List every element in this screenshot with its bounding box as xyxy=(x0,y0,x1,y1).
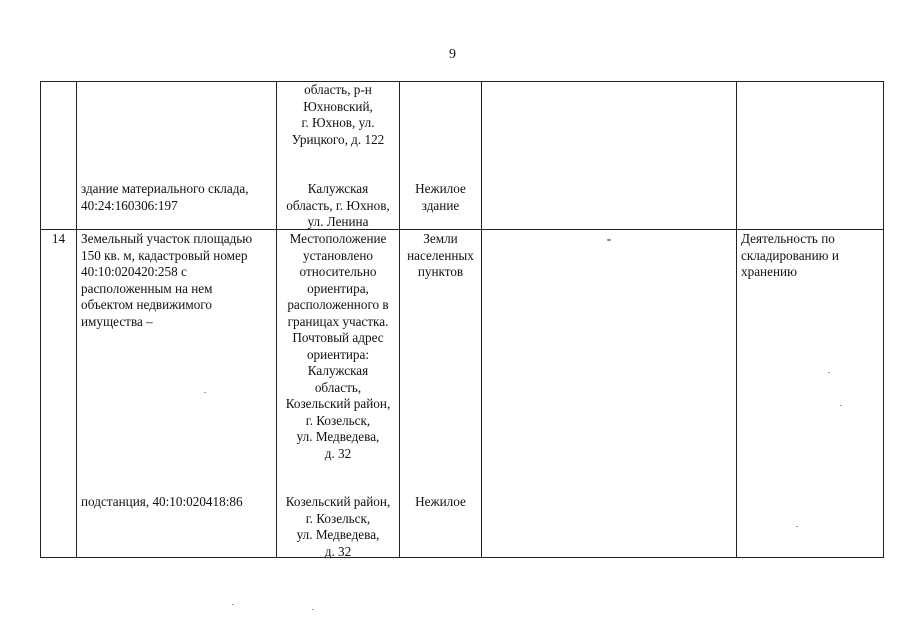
object-name: Земельный участок площадью 150 кв. м, кадастровый номер 40:10:020420:258 с расположенным на нем объектом недвижимого имущества – xyxy=(81,231,253,329)
cont-category: Нежилое здание xyxy=(415,181,466,213)
col-border xyxy=(40,81,41,558)
table-top-border xyxy=(40,81,884,82)
object-address: Местоположение установлено относительно ориентира, расположенного в границах участка. Почтовый адрес ориентира: Калужская область, Козельский район, г. Козельск, ул. Медведева, д. 32 xyxy=(285,231,391,461)
sub-object-address: Козельский район, г. Козельск, ул. Медведева, д. 32 xyxy=(285,494,391,559)
row-number: 14 xyxy=(51,231,66,246)
scan-speck xyxy=(840,405,842,406)
col-border xyxy=(736,81,737,558)
col-border xyxy=(399,81,400,558)
col-border xyxy=(481,81,482,558)
row-divider xyxy=(40,229,884,230)
scan-speck xyxy=(312,609,314,610)
scan-speck xyxy=(828,372,830,373)
land-category: Земли населенных пунктов xyxy=(407,231,474,279)
scan-speck xyxy=(204,392,206,393)
page-number: 9 xyxy=(449,47,456,62)
permitted-use: Деятельность по складированию и хранению xyxy=(741,231,839,279)
cont-address-top: область, р-н Юхновский, г. Юхнов, ул. Урицкого, д. 122 xyxy=(291,82,385,147)
col-border xyxy=(883,81,884,558)
cont-address: Калужская область, г. Юхнов, ул. Ленина xyxy=(286,181,390,229)
col-border xyxy=(76,81,77,558)
sub-object-name: подстанция, 40:10:020418:86 xyxy=(81,494,243,509)
scan-speck xyxy=(232,604,234,605)
scan-speck xyxy=(796,526,798,527)
encumbrance: - xyxy=(606,231,612,246)
table-bottom-border xyxy=(40,557,884,558)
sub-object-category: Нежилое xyxy=(415,494,466,509)
cont-object-name: здание материального склада, 40:24:160306:197 xyxy=(81,181,249,213)
